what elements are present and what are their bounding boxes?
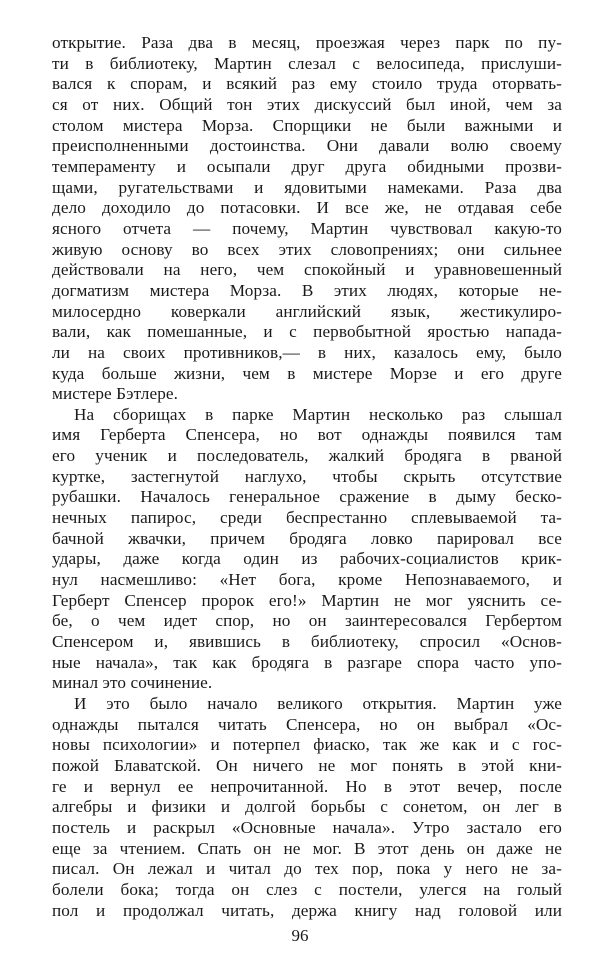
text-line: бачной жвачки, причем бродяга ловко парировал все <box>52 528 562 548</box>
text-line: догматизм мистера Морза. В этих людях, которые не- <box>52 280 562 300</box>
text-line: ясного отчета — почему, Мартин чувствовал какую-то <box>52 218 562 238</box>
text-line: открытие. Раза два в месяц, проезжая через парк по пу- <box>52 33 562 52</box>
text-line: однажды пытался читать Спенсера, но он выбрал «Ос- <box>52 714 562 734</box>
text-line: темпераменту и осыпали друг друга обидными прозви- <box>52 156 562 176</box>
text-line: ные начала», так как бродяга в разгаре спора часто упо- <box>52 652 562 672</box>
text-line: писал. Он лежал и читал до тех пор, пока у него не за- <box>52 859 562 879</box>
text-line: Спенсером и, явившись в библиотеку, спросил «Основ- <box>52 632 562 652</box>
text-line: пожой Блаватской. Он ничего не мог понять в этой кни- <box>52 755 562 775</box>
text-line: его ученик и последователь, жалкий бродяга в рваной <box>52 446 562 466</box>
text-line: болели бока; тогда он слез с постели, улегся на голый <box>52 879 562 899</box>
text-line: куда больше жизни, чем в мистере Морзе и его друге <box>52 363 562 383</box>
text-line: пол и продолжал читать, держа книгу над головой или <box>52 900 562 920</box>
text-line: куртке, застегнутой наглухо, чтобы скрыть отсутствие <box>52 466 562 486</box>
text-line: мистере Бэтлере. <box>52 384 179 404</box>
text-line: постель и раскрыл «Основные начала». Утро застало его <box>52 817 562 837</box>
text-line: вали, как помешанные, и с первобытной яростью напада- <box>52 322 562 342</box>
text-line: минал это сочинение. <box>52 673 213 693</box>
text-line: щами, ругательствами и ядовитыми намеками. Раза два <box>52 177 562 197</box>
text-line: На сборищах в парке Мартин несколько раз слышал <box>74 404 562 424</box>
text-line: действовали на него, чем спокойный и уравновешенный <box>52 260 562 280</box>
text-line: бе, о чем идет спор, но он заинтересовался Гербертом <box>52 611 562 631</box>
paragraph <box>52 694 562 921</box>
text-line: рубашки. Началось генеральное сражение в дыму беско- <box>52 487 562 507</box>
paragraph <box>52 405 562 694</box>
paragraph <box>52 33 562 405</box>
text-line: имя Герберта Спенсера, но вот однажды появился там <box>52 425 562 445</box>
text-line: Герберт Спенсер пророк его!» Мартин не мог уяснить се- <box>52 590 562 610</box>
text-line: милосердно коверкали английский язык, жестикулиро- <box>52 301 562 321</box>
text-line: ти в библиотеку, Мартин слезал с велосипеда, прислуши- <box>52 53 562 73</box>
text-line: вался к спорам, и всякий раз ему стоило труда оторвать- <box>52 74 562 94</box>
text-line: новы психологии» и потерпел фиаско, так же как и с гос- <box>52 735 562 755</box>
text-line: нул насмешливо: «Нет бога, кроме Непознаваемого, и <box>52 570 562 590</box>
text-line: удары, даже когда один из рабочих-социалистов крик- <box>52 549 562 569</box>
text-line: преисполненными достоинства. Они давали волю своему <box>52 136 562 156</box>
text-line: ли на своих противников,— в них, казалось ему, было <box>52 342 562 362</box>
text-line: живую основу во всех этих словопрениях; они сильнее <box>52 239 562 259</box>
page-number: 96 <box>291 926 309 945</box>
text-line: столом мистера Морза. Спорщики не были важными и <box>52 115 562 135</box>
text-line: алгебры и физики и долгой борьбы с сонетом, он лег в <box>52 797 562 817</box>
book-page-text <box>52 33 562 921</box>
text-line: дело доходило до потасовки. И все же, не отдавая себе <box>52 198 562 218</box>
text-line: нечных папирос, среди беспрестанно сплевываемой та- <box>52 508 562 528</box>
text-line: ге и вернул ее непрочитанной. Но в этот вечер, после <box>52 776 562 796</box>
text-line: еще за чтением. Спать он не мог. В этот день он даже не <box>52 838 562 858</box>
text-line: И это было начало великого открытия. Мартин уже <box>74 694 562 713</box>
text-line: ся от них. Общий тон этих дискуссий был иной, чем за <box>52 94 562 114</box>
